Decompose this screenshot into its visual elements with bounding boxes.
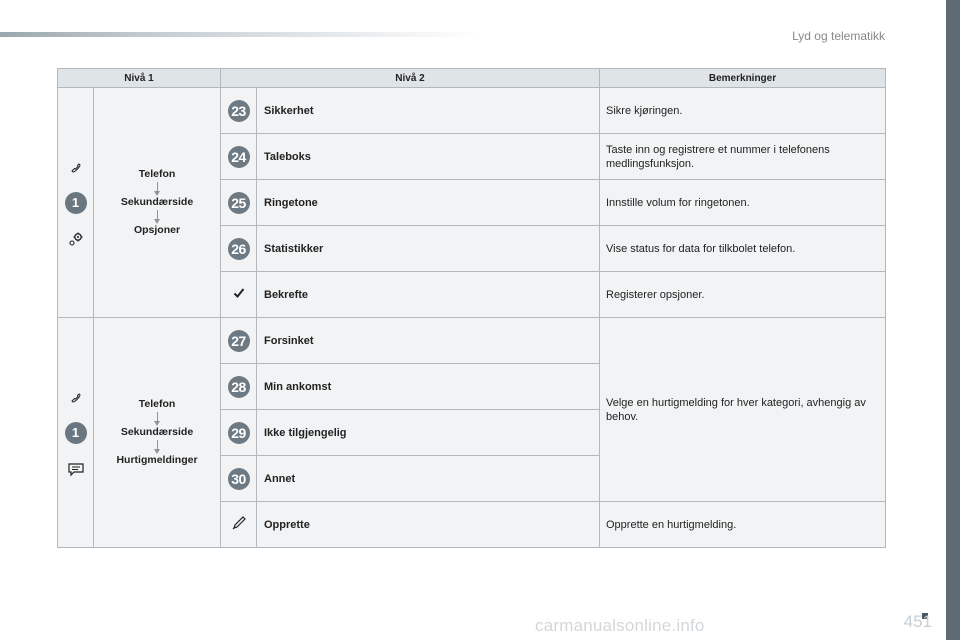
step-badge: 29 bbox=[228, 422, 250, 444]
step-badge: 24 bbox=[228, 146, 250, 168]
down-arrow-icon bbox=[157, 210, 158, 220]
phone-handset-icon bbox=[65, 156, 87, 178]
remark-text: Taste inn og registrere et nummer i telefonens medlingsfunksjon. bbox=[600, 134, 886, 180]
path-step: Sekundærside bbox=[120, 426, 194, 438]
page-edge-bar bbox=[946, 0, 960, 640]
level2-label: Ringetone bbox=[257, 180, 600, 226]
pencil-icon bbox=[231, 522, 247, 534]
level-marker-badge: 1 bbox=[65, 192, 87, 214]
remark-text: Opprette en hurtigmelding. bbox=[600, 502, 886, 548]
level2-label: Taleboks bbox=[257, 134, 600, 180]
path-step: Telefon bbox=[138, 168, 176, 180]
remark-text: Innstille volum for ringetonen. bbox=[600, 180, 886, 226]
step-badge: 28 bbox=[228, 376, 250, 398]
menu-table bbox=[57, 68, 886, 548]
path-step: Hurtigmeldinger bbox=[116, 454, 198, 466]
column-header-remarks: Bemerkninger bbox=[600, 69, 886, 88]
table-header-row bbox=[58, 69, 886, 88]
message-bubble-icon bbox=[65, 458, 87, 480]
level1-path-cell bbox=[94, 88, 221, 318]
phone-handset-icon bbox=[65, 386, 87, 408]
checkmark-icon bbox=[233, 290, 245, 302]
level2-label: Annet bbox=[257, 456, 600, 502]
step-badge: 27 bbox=[228, 330, 250, 352]
remark-text: Velge en hurtigmelding for hver kategori, avhengig av behov. bbox=[600, 318, 886, 502]
down-arrow-icon bbox=[157, 440, 158, 450]
path-step: Telefon bbox=[138, 398, 176, 410]
level2-label: Statistikker bbox=[257, 226, 600, 272]
level2-label: Opprette bbox=[257, 502, 600, 548]
down-arrow-icon bbox=[157, 182, 158, 192]
level1-path-cell bbox=[94, 318, 221, 548]
column-header-level2: Nivå 2 bbox=[221, 69, 600, 88]
level2-label: Bekrefte bbox=[257, 272, 600, 318]
watermark: carmanualsonline.info bbox=[535, 616, 705, 635]
navigation-path bbox=[94, 168, 220, 237]
remark-text: Sikre kjøringen. bbox=[600, 88, 886, 134]
column-header-level1: Nivå 1 bbox=[58, 69, 221, 88]
page-number: 451 bbox=[903, 612, 932, 631]
level1-icon-cell bbox=[58, 88, 94, 318]
step-badge: 23 bbox=[228, 100, 250, 122]
remark-text: Registerer opsjoner. bbox=[600, 272, 886, 318]
header-accent-bar bbox=[0, 32, 480, 37]
down-arrow-icon bbox=[157, 412, 158, 422]
level2-label: Sikkerhet bbox=[257, 88, 600, 134]
level-marker-badge: 1 bbox=[65, 422, 87, 444]
path-step: Sekundærside bbox=[120, 196, 194, 208]
step-badge: 30 bbox=[228, 468, 250, 490]
section-title: Lyd og telematikk bbox=[792, 29, 885, 43]
level2-label: Forsinket bbox=[257, 318, 600, 364]
table-row bbox=[58, 318, 886, 364]
settings-gear-icon bbox=[65, 228, 87, 250]
level2-label: Ikke tilgjengelig bbox=[257, 410, 600, 456]
level1-icon-cell bbox=[58, 318, 94, 548]
navigation-path bbox=[94, 398, 220, 467]
remark-text: Vise status for data for tilkbolet telefon. bbox=[600, 226, 886, 272]
level2-label: Min ankomst bbox=[257, 364, 600, 410]
path-step: Opsjoner bbox=[133, 224, 181, 236]
step-badge: 25 bbox=[228, 192, 250, 214]
step-badge: 26 bbox=[228, 238, 250, 260]
table-row bbox=[58, 88, 886, 134]
